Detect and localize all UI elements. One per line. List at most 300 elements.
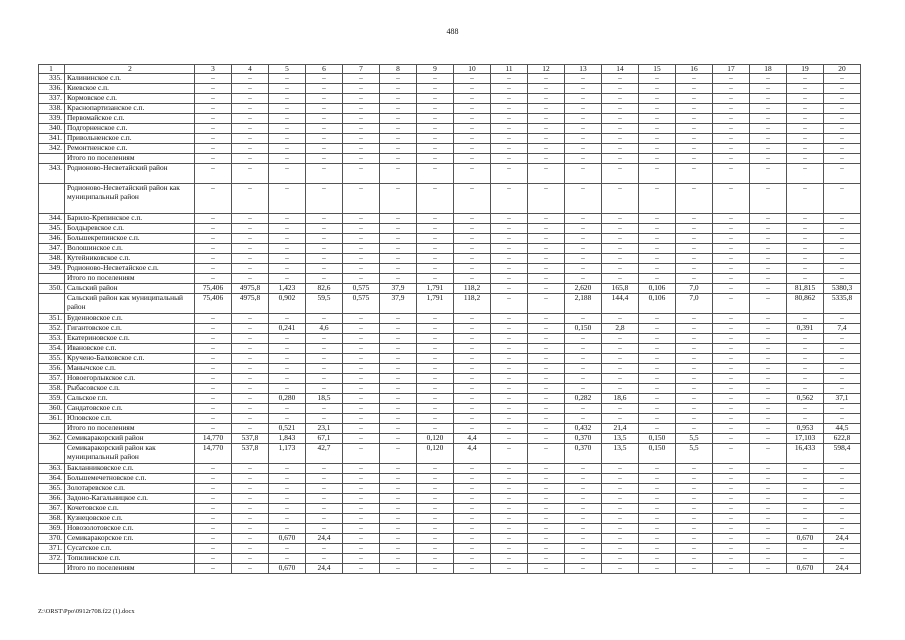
cell-value: – [454, 564, 491, 574]
cell-value: – [306, 154, 343, 164]
cell-value: – [676, 104, 713, 114]
cell-value: – [676, 524, 713, 534]
cell-value: – [195, 564, 232, 574]
cell-value: – [343, 184, 380, 214]
cell-value: 0,370 [565, 444, 602, 464]
cell-value: – [676, 234, 713, 244]
cell-value: – [232, 514, 269, 524]
cell-value: – [750, 154, 787, 164]
cell-value: – [602, 354, 639, 364]
cell-value: – [639, 524, 676, 534]
cell-value: – [343, 424, 380, 434]
cell-value: – [232, 424, 269, 434]
cell-value: – [602, 74, 639, 84]
cell-value: – [417, 404, 454, 414]
row-name: Новозолотовское с.п. [65, 524, 195, 534]
cell-value: – [565, 534, 602, 544]
cell-value: – [417, 244, 454, 254]
cell-value: – [750, 514, 787, 524]
cell-value: – [528, 444, 565, 464]
row-name: Большекрепинское с.п. [65, 234, 195, 244]
row-number: 344. [39, 214, 65, 224]
cell-value: – [343, 354, 380, 364]
row-name: Кузнецовское с.п. [65, 514, 195, 524]
row-name: Итого по поселениям [65, 424, 195, 434]
row-name: Семикаракорский район как муниципальный район [65, 444, 195, 464]
cell-value: – [343, 164, 380, 184]
cell-value: – [713, 234, 750, 244]
cell-value: – [380, 164, 417, 184]
cell-value: – [528, 334, 565, 344]
cell-value: – [306, 494, 343, 504]
cell-value: – [380, 184, 417, 214]
cell-value: – [195, 254, 232, 264]
table-row [39, 274, 861, 284]
cell-value: – [824, 514, 861, 524]
column-header: 6 [306, 65, 343, 74]
cell-value: – [195, 274, 232, 284]
cell-value: – [232, 464, 269, 474]
cell-value: – [750, 214, 787, 224]
cell-value: – [565, 364, 602, 374]
column-header: 20 [824, 65, 861, 74]
cell-value: – [491, 544, 528, 554]
cell-value: – [824, 374, 861, 384]
cell-value: – [676, 114, 713, 124]
cell-value: – [713, 464, 750, 474]
cell-value: – [639, 504, 676, 514]
cell-value: – [454, 134, 491, 144]
row-name: Бакланниковское с.п. [65, 464, 195, 474]
cell-value: – [713, 434, 750, 444]
cell-value: – [417, 364, 454, 374]
cell-value: – [491, 184, 528, 214]
cell-value: – [417, 354, 454, 364]
cell-value: – [639, 384, 676, 394]
cell-value: – [343, 384, 380, 394]
cell-value: – [417, 514, 454, 524]
cell-value: – [195, 364, 232, 374]
cell-value: – [787, 354, 824, 364]
row-number: 347. [39, 244, 65, 254]
cell-value: – [491, 164, 528, 184]
cell-value: 14,770 [195, 434, 232, 444]
cell-value: – [639, 244, 676, 254]
cell-value: – [343, 554, 380, 564]
cell-value: – [417, 104, 454, 114]
cell-value: – [491, 484, 528, 494]
cell-value: – [824, 554, 861, 564]
table-row [39, 444, 861, 464]
cell-value: – [713, 144, 750, 154]
cell-value: – [787, 364, 824, 374]
cell-value: – [380, 324, 417, 334]
cell-value: – [750, 184, 787, 214]
cell-value: – [269, 274, 306, 284]
cell-value: – [565, 314, 602, 324]
column-header: 8 [380, 65, 417, 74]
cell-value: – [380, 394, 417, 404]
cell-value: – [195, 384, 232, 394]
cell-value: – [343, 504, 380, 514]
row-number: 369. [39, 524, 65, 534]
cell-value: 118,2 [454, 294, 491, 314]
cell-value: – [676, 144, 713, 154]
cell-value: – [713, 424, 750, 434]
table-row [39, 394, 861, 404]
cell-value: 0,106 [639, 294, 676, 314]
row-number: 362. [39, 434, 65, 444]
cell-value: – [232, 554, 269, 564]
cell-value: 0,241 [269, 324, 306, 334]
row-number: 337. [39, 94, 65, 104]
cell-value: – [750, 74, 787, 84]
cell-value: – [417, 124, 454, 134]
cell-value: – [713, 244, 750, 254]
cell-value: – [713, 394, 750, 404]
cell-value: – [713, 254, 750, 264]
cell-value: – [750, 374, 787, 384]
cell-value: – [491, 84, 528, 94]
cell-value: – [491, 314, 528, 324]
cell-value: – [380, 244, 417, 254]
cell-value: – [454, 354, 491, 364]
cell-value: 23,1 [306, 424, 343, 434]
row-number: 349. [39, 264, 65, 274]
cell-value: – [787, 114, 824, 124]
cell-value: 0,432 [565, 424, 602, 434]
cell-value: – [565, 514, 602, 524]
cell-value: – [269, 154, 306, 164]
cell-value: – [639, 344, 676, 354]
cell-value: – [676, 84, 713, 94]
table-row [39, 524, 861, 534]
cell-value: – [195, 324, 232, 334]
cell-value: – [750, 144, 787, 154]
cell-value: – [676, 544, 713, 554]
cell-value: – [269, 344, 306, 354]
cell-value: – [380, 534, 417, 544]
cell-value: – [528, 254, 565, 264]
cell-value: – [639, 164, 676, 184]
cell-value: – [232, 494, 269, 504]
cell-value: – [380, 224, 417, 234]
cell-value: – [639, 394, 676, 404]
cell-value: – [232, 94, 269, 104]
cell-value: – [676, 424, 713, 434]
cell-value: – [713, 564, 750, 574]
cell-value: – [491, 124, 528, 134]
cell-value: – [417, 554, 454, 564]
cell-value: – [195, 534, 232, 544]
cell-value: – [306, 134, 343, 144]
cell-value: – [639, 514, 676, 524]
cell-value: – [528, 114, 565, 124]
cell-value: – [232, 104, 269, 114]
cell-value: – [343, 334, 380, 344]
cell-value: – [195, 354, 232, 364]
cell-value: 67,1 [306, 434, 343, 444]
cell-value: – [676, 374, 713, 384]
cell-value: – [491, 424, 528, 434]
cell-value: – [750, 394, 787, 404]
cell-value: – [417, 254, 454, 264]
cell-value: – [195, 224, 232, 234]
cell-value: – [676, 534, 713, 544]
table-row [39, 514, 861, 524]
cell-value: – [232, 154, 269, 164]
table-row [39, 314, 861, 324]
cell-value: – [713, 314, 750, 324]
cell-value: – [528, 294, 565, 314]
cell-value: – [713, 374, 750, 384]
cell-value: 0,670 [787, 564, 824, 574]
cell-value: – [602, 244, 639, 254]
row-name: Задоно-Кагальницкое с.п. [65, 494, 195, 504]
cell-value: – [787, 494, 824, 504]
cell-value: – [454, 344, 491, 354]
cell-value: – [343, 214, 380, 224]
cell-value: – [787, 544, 824, 554]
cell-value: – [528, 544, 565, 554]
cell-value: – [602, 404, 639, 414]
table-row [39, 74, 861, 84]
cell-value: – [750, 344, 787, 354]
table-row [39, 374, 861, 384]
table-row [39, 414, 861, 424]
cell-value: – [306, 84, 343, 94]
cell-value: – [639, 104, 676, 114]
cell-value: – [639, 494, 676, 504]
column-header: 4 [232, 65, 269, 74]
cell-value: – [454, 74, 491, 84]
cell-value: – [750, 464, 787, 474]
cell-value: – [824, 124, 861, 134]
cell-value: – [602, 474, 639, 484]
row-name: Рыбасовское с.п. [65, 384, 195, 394]
cell-value: – [787, 384, 824, 394]
cell-value: – [306, 114, 343, 124]
cell-value: – [565, 244, 602, 254]
cell-value: – [343, 394, 380, 404]
cell-value: – [750, 244, 787, 254]
cell-value: – [676, 334, 713, 344]
table-row [39, 434, 861, 444]
cell-value: 16,433 [787, 444, 824, 464]
cell-value: – [565, 504, 602, 514]
cell-value: – [343, 144, 380, 154]
cell-value: – [602, 154, 639, 164]
cell-value: – [306, 234, 343, 244]
cell-value: – [787, 214, 824, 224]
cell-value: 37,1 [824, 394, 861, 404]
column-header: 7 [343, 65, 380, 74]
cell-value: – [602, 234, 639, 244]
cell-value: – [417, 544, 454, 554]
cell-value: – [195, 474, 232, 484]
cell-value: – [491, 74, 528, 84]
cell-value: – [824, 384, 861, 394]
cell-value: – [565, 414, 602, 424]
table-row [39, 354, 861, 364]
cell-value: – [676, 464, 713, 474]
cell-value: – [454, 404, 491, 414]
cell-value: 0,120 [417, 434, 454, 444]
cell-value: – [602, 334, 639, 344]
cell-value: – [713, 344, 750, 354]
row-name: Ремонтненское с.п. [65, 144, 195, 154]
cell-value: – [195, 464, 232, 474]
cell-value: – [639, 134, 676, 144]
cell-value: – [454, 374, 491, 384]
cell-value: – [380, 264, 417, 274]
row-number: 335. [39, 74, 65, 84]
cell-value: – [676, 484, 713, 494]
cell-value: 5,5 [676, 434, 713, 444]
row-name: Родионово-Несветайский район как муниципальный район [65, 184, 195, 214]
cell-value: – [750, 554, 787, 564]
cell-value: – [565, 124, 602, 134]
cell-value: – [417, 484, 454, 494]
cell-value: – [528, 184, 565, 214]
cell-value: – [491, 234, 528, 244]
cell-value: – [269, 474, 306, 484]
row-number: 364. [39, 474, 65, 484]
row-number: 346. [39, 234, 65, 244]
cell-value: – [713, 404, 750, 414]
cell-value: – [824, 504, 861, 514]
cell-value: – [750, 84, 787, 94]
cell-value: – [232, 274, 269, 284]
cell-value: – [639, 254, 676, 264]
cell-value: – [269, 554, 306, 564]
table-row [39, 464, 861, 474]
cell-value: – [269, 544, 306, 554]
cell-value: – [306, 254, 343, 264]
cell-value: – [639, 274, 676, 284]
cell-value: – [528, 554, 565, 564]
cell-value: – [232, 134, 269, 144]
table-row [39, 534, 861, 544]
cell-value: – [639, 314, 676, 324]
cell-value: – [565, 94, 602, 104]
cell-value: – [491, 294, 528, 314]
cell-value: – [306, 554, 343, 564]
cell-value: – [491, 94, 528, 104]
table-row [39, 334, 861, 344]
cell-value: – [417, 214, 454, 224]
cell-value: – [343, 474, 380, 484]
cell-value: – [491, 274, 528, 284]
cell-value: 0,575 [343, 294, 380, 314]
cell-value: – [713, 364, 750, 374]
cell-value: – [306, 94, 343, 104]
cell-value: – [676, 124, 713, 134]
cell-value: – [454, 314, 491, 324]
cell-value: – [713, 544, 750, 554]
table-row [39, 94, 861, 104]
table-row [39, 134, 861, 144]
row-name: Ивановское с.п. [65, 344, 195, 354]
cell-value: – [454, 464, 491, 474]
cell-value: – [713, 74, 750, 84]
cell-value: – [565, 234, 602, 244]
cell-value: – [380, 114, 417, 124]
cell-value: – [787, 334, 824, 344]
cell-value: – [676, 274, 713, 284]
cell-value: – [491, 414, 528, 424]
cell-value: 24,4 [824, 534, 861, 544]
cell-value: – [195, 414, 232, 424]
cell-value: – [195, 484, 232, 494]
cell-value: 1,791 [417, 284, 454, 294]
cell-value: – [565, 354, 602, 364]
cell-value: – [343, 524, 380, 534]
cell-value: – [491, 564, 528, 574]
cell-value: – [269, 224, 306, 234]
cell-value: – [824, 484, 861, 494]
cell-value: – [232, 324, 269, 334]
cell-value: – [713, 444, 750, 464]
cell-value: – [491, 554, 528, 564]
cell-value: – [602, 514, 639, 524]
cell-value: – [491, 134, 528, 144]
row-number: 354. [39, 344, 65, 354]
cell-value: – [417, 394, 454, 404]
cell-value: – [528, 214, 565, 224]
cell-value: – [232, 244, 269, 254]
cell-value: – [528, 124, 565, 134]
cell-value: – [417, 464, 454, 474]
cell-value: – [602, 314, 639, 324]
cell-value: – [454, 384, 491, 394]
cell-value: – [750, 324, 787, 334]
cell-value: – [602, 224, 639, 234]
cell-value: – [232, 334, 269, 344]
cell-value: – [269, 494, 306, 504]
cell-value: – [343, 344, 380, 354]
cell-value: 4975,8 [232, 294, 269, 314]
cell-value: – [528, 164, 565, 184]
cell-value: 537,8 [232, 444, 269, 464]
cell-value: – [676, 344, 713, 354]
table-row [39, 494, 861, 504]
cell-value: – [750, 284, 787, 294]
cell-value: – [639, 114, 676, 124]
table-row [39, 84, 861, 94]
cell-value: – [306, 384, 343, 394]
cell-value: – [232, 224, 269, 234]
cell-value: – [417, 154, 454, 164]
cell-value: – [417, 374, 454, 384]
cell-value: – [269, 144, 306, 154]
cell-value: – [713, 114, 750, 124]
cell-value: – [232, 254, 269, 264]
cell-value: – [417, 564, 454, 574]
cell-value: – [343, 564, 380, 574]
cell-value: – [602, 534, 639, 544]
cell-value: – [639, 364, 676, 374]
cell-value: – [824, 184, 861, 214]
column-header: 17 [713, 65, 750, 74]
cell-value: – [306, 464, 343, 474]
cell-value: 2,188 [565, 294, 602, 314]
cell-value: – [528, 154, 565, 164]
cell-value: – [269, 314, 306, 324]
row-number: 363. [39, 464, 65, 474]
cell-value: – [787, 154, 824, 164]
row-number: 370. [39, 534, 65, 544]
